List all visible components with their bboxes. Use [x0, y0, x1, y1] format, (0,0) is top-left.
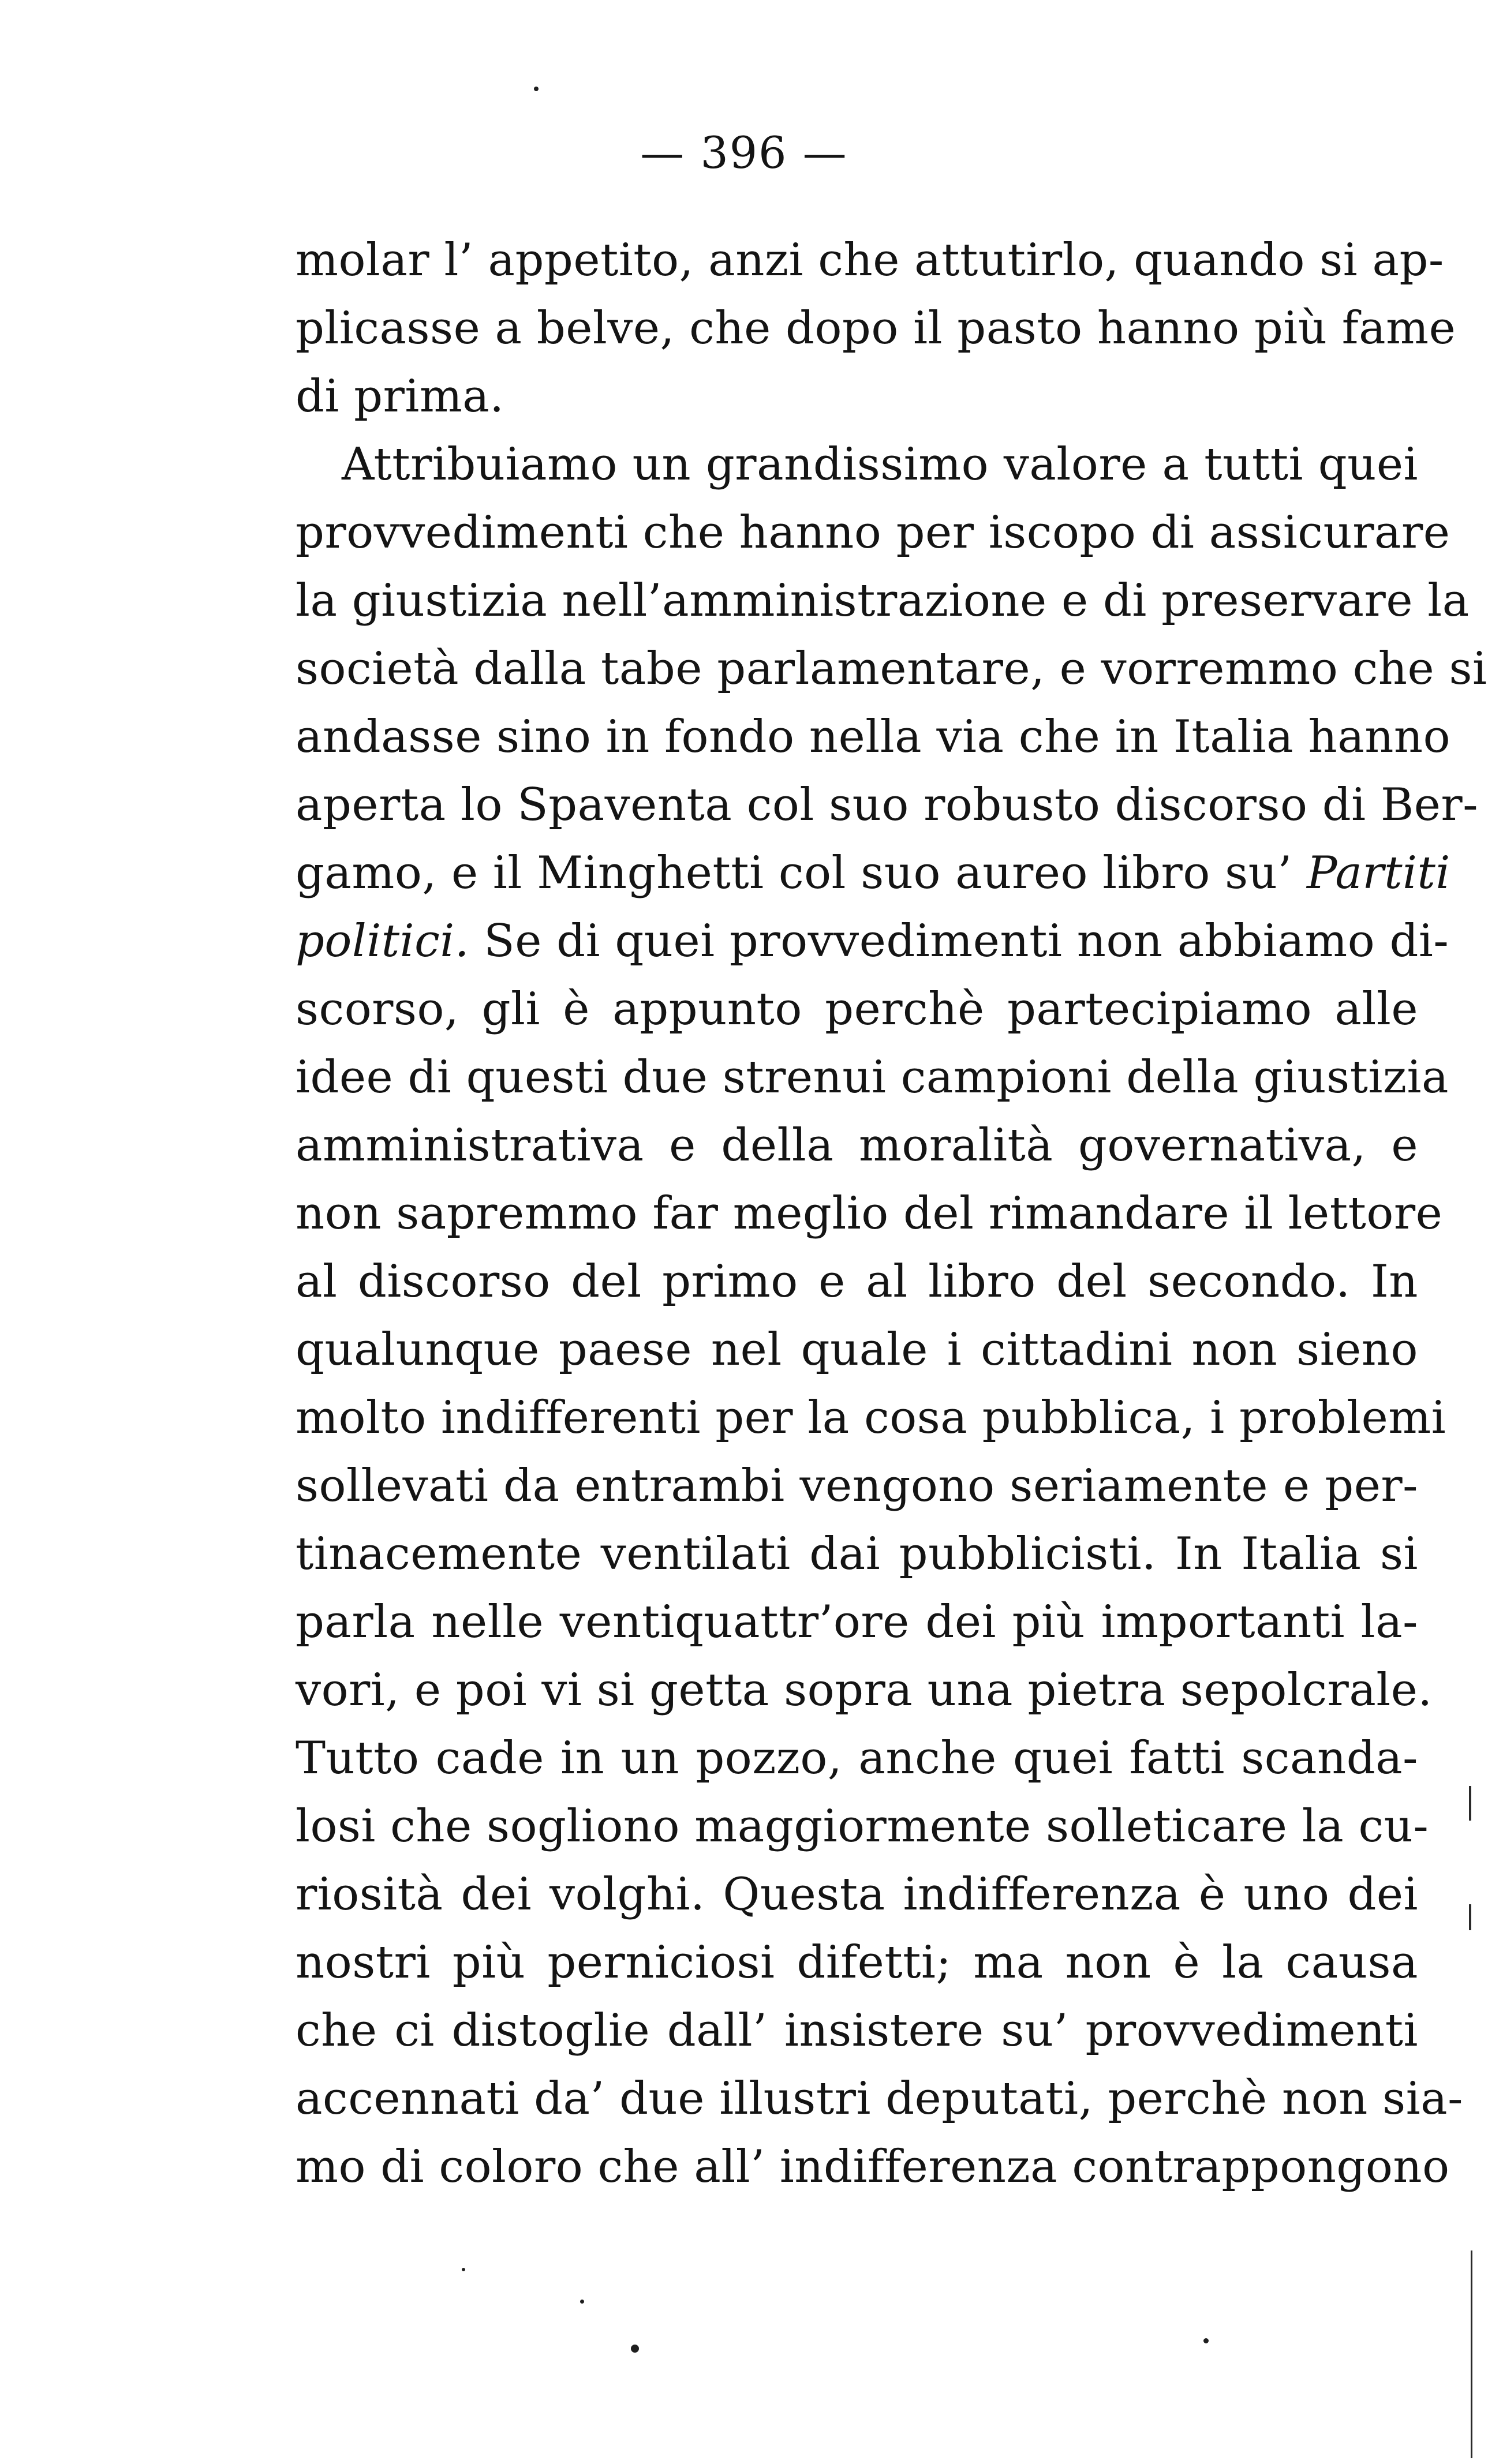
text-line: sollevati da entrambi vengono seriamente e per- [296, 1460, 1418, 1512]
text-line: tinacemente ventilati dai pubblicisti. In Italia si [296, 1528, 1418, 1580]
text-line: losi che sogliono maggiormente solleticare la cu- [296, 1800, 1429, 1852]
ink-speck [534, 87, 539, 91]
text-line: che ci distoglie dall’ insistere su’ provvedimenti [296, 2005, 1418, 2057]
text-line: qualunque paese nel quale i cittadini non sieno [296, 1324, 1418, 1376]
margin-rule-mark [1469, 1786, 1471, 1821]
text-line: Attribuiamo un grandissimo valore a tutti quei [342, 439, 1418, 490]
text-line: andasse sino in fondo nella via che in Italia hanno [296, 711, 1451, 763]
ink-speck [580, 2300, 584, 2304]
text-line: non sapremmo far meglio del rimandare il lettore [296, 1188, 1443, 1240]
text-line: mo di coloro che all’ indifferenza contrappongono [296, 2141, 1450, 2193]
ink-speck [462, 2268, 465, 2271]
text-line: vori, e poi vi si getta sopra una pietra sepolcrale. [296, 1664, 1433, 1716]
text-line: di prima. [296, 370, 504, 422]
body-text [296, 226, 1487, 2201]
text-line [296, 907, 1449, 975]
margin-rule-mark [1471, 2250, 1472, 2458]
text-line: al discorso del primo e al libro del secondo. In [296, 1256, 1418, 1308]
text-line: amministrativa e della moralità governativa, e [296, 1119, 1418, 1171]
text-line-part: Se di quei provvedimenti non abbiamo di- [469, 915, 1449, 967]
text-line: nostri più perniciosi difetti; ma non è la causa [296, 1937, 1418, 1989]
text-line: molto indifferenti per la cosa pubblica, i problemi [296, 1392, 1446, 1444]
text-line: la giustizia nell’amministrazione e di preservare la [296, 575, 1470, 627]
text-line: riosità dei volghi. Questa indifferenza è uno dei [296, 1868, 1418, 1920]
ink-speck [631, 2345, 639, 2353]
text-line: parla nelle ventiquattr’ore dei più importanti la- [296, 1596, 1418, 1648]
text-line: accennati da’ due illustri deputati, perchè non sia- [296, 2073, 1463, 2125]
page-number: — 396 — [640, 127, 848, 178]
italic-title-part: Partiti [1306, 847, 1450, 899]
text-line [296, 839, 1450, 907]
text-line-part: gamo, e il Minghetti col suo aureo libro su’ [296, 847, 1307, 899]
text-line: aperta lo Spaventa col suo robusto discorso di Ber- [296, 779, 1479, 831]
italic-title-part: politici. [296, 915, 469, 967]
text-line: scorso, gli è appunto perchè partecipiamo alle [296, 983, 1418, 1035]
margin-rule-mark [1469, 1904, 1471, 1930]
ink-speck [1203, 2338, 1209, 2343]
text-line: idee di questi due strenui campioni della giustizia [296, 1051, 1449, 1103]
text-line: Tutto cade in un pozzo, anche quei fatti scanda- [296, 1732, 1418, 1784]
text-line: molar l’ appetito, anzi che attutirlo, quando si ap- [296, 234, 1444, 286]
text-line: provvedimenti che hanno per iscopo di assicurare [296, 507, 1450, 559]
text-line: società dalla tabe parlamentare, e vorremmo che si [296, 643, 1487, 695]
text-line: plicasse a belve, che dopo il pasto hanno più fame [296, 302, 1456, 354]
